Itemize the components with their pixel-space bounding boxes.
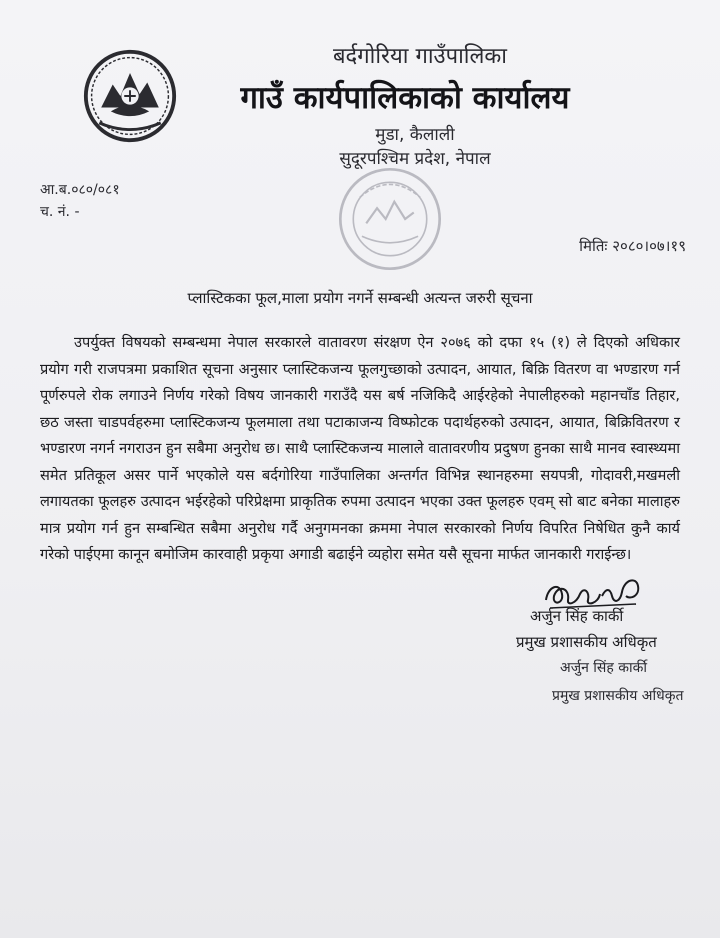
dispatch-number: च. नं. - xyxy=(40,204,80,220)
signatory-name: अर्जुन सिंह कार्की xyxy=(530,607,624,625)
fiscal-year: आ.ब.०८०/०८१ xyxy=(40,182,120,198)
office-title: गाउँ कार्यपालिकाको कार्यालय xyxy=(240,80,570,116)
office-round-stamp xyxy=(336,165,444,273)
municipality-name: बर्दगोरिया गाउँपालिका xyxy=(332,44,508,69)
notice-body xyxy=(40,330,680,569)
body-paragraph: उपर्युक्त विषयको सम्बन्धमा नेपाल सरकारले वातावरण संरक्षण ऐन २०७६ को दफा १५ (१) ले दिएको अधिकार प्रयोग गरी राजपत्रमा प्रकाशित सूचना अनुसार प्लास्टिकजन्य फूलगुच्छाको उत्पादन, आयात, बिक्रि वितरण वा भण्डारण गर्न पूर्णरुपले रोक लगाउने निर्णय गरेको विषय जानकारी गराउँदै यस बर्ष नजिकिदै आईरहेको नेपालीहरुको महानचाँड तिहार, छठ जस्ता चाडपर्वहरुमा प्लास्टिकजन्य फूलमाला तथा पटाकाजन्य विष्फोटक पदार्थहरुको उत्पादन, आयात, बिक्रिवितरण र भण्डारण नगर्न नगराउन हुन सबैमा अनुरोध छ। साथै प्लास्टिकजन्य मालाले वातावरणीय प्रदुषण हुनका साथै मानव स्वास्थ्यमा समेत प्रतिकूल असर पार्ने भएकोले यस बर्दगोरिया गाउँपालिका अन्तर्गत विभिन्न स्थानहरुमा सयपत्री, गोदावरी,मखमली लगायतका फूलहरु उत्पादन भईरहेको परिप्रेक्षमा प्राकृतिक रुपमा उत्पादन भएका उक्त फूलहरु एवम् सो बाट बनेका मालाहरु मात्र प्रयोग गर्न हुन सम्बन्धित सबैमा अनुरोध गर्दै अनुगमनका क्रममा नेपाल सरकारको निर्णय विपरित निषेधित कुनै कार्य गरेको पाईएमा कानून बमोजिम कारवाही प्रकृया अगाडी बढाईने व्यहोरा समेत यसै सूचना मार्फत जानकारी गराईन्छ। xyxy=(40,334,680,563)
title-stamp: प्रमुख प्रशासकीय अधिकृत xyxy=(552,688,684,704)
notice-subject: प्लास्टिकका फूल,माला प्रयोग नगर्ने सम्बन्धी अत्यन्त जरुरी सूचना xyxy=(187,289,533,307)
office-location: मुडा, कैलाली xyxy=(375,125,455,145)
name-stamp: अर्जुन सिंह कार्की xyxy=(560,660,648,676)
signatory-title: प्रमुख प्रशासकीय अधिकृत xyxy=(516,633,657,651)
office-province: सुदूरपश्चिम प्रदेश, नेपाल xyxy=(339,149,491,169)
issue-date: मितिः २०८०।०७।१९ xyxy=(579,237,686,255)
